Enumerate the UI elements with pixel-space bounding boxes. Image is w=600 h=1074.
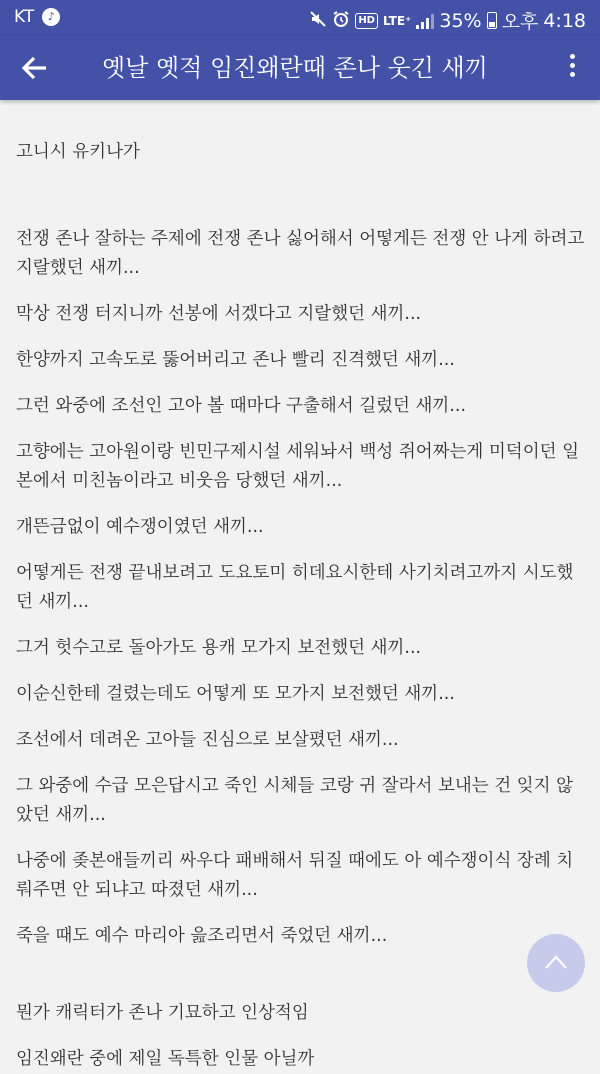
article-paragraph: 개뜬금없이 예수쟁이였던 새끼... bbox=[16, 517, 264, 537]
back-button[interactable] bbox=[14, 48, 54, 88]
article-paragraph: 죽을 때도 예수 마리아 읊조리면서 죽었던 새끼... bbox=[16, 926, 388, 946]
article-paragraph: 그런 와중에 조선인 고아 볼 때마다 구출해서 길렀던 새끼... bbox=[16, 396, 467, 416]
status-bar bbox=[0, 0, 600, 36]
page-title: 옛날 옛적 임진왜란때 존나 웃긴 새끼 bbox=[102, 54, 488, 82]
clock-time: 4:18 bbox=[543, 9, 586, 32]
article-body bbox=[16, 100, 586, 1074]
article-paragraph: 뭔가 캐릭터가 존나 기묘하고 인상적임 bbox=[16, 1003, 309, 1023]
more-vert-dot bbox=[570, 72, 575, 77]
article-paragraph: 막상 전쟁 터지니까 선봉에 서겠다고 지랄했던 새끼... bbox=[16, 304, 422, 324]
carrier-label: KT bbox=[14, 7, 35, 27]
article-paragraph: 나중에 좆본애들끼리 싸우다 패배해서 뒤질 때에도 아 예수쟁이식 장례 치뤄주면 안 되냐고 따졌던 새끼... bbox=[16, 851, 574, 900]
article-paragraph: 그 와중에 수급 모은답시고 죽인 시체들 코랑 귀 잘라서 보내는 건 잊지 않았던 새끼... bbox=[16, 776, 573, 825]
article-paragraph: 그거 헛수고로 돌아가도 용캐 모가지 보전했던 새끼... bbox=[16, 638, 422, 658]
more-vert-dot bbox=[570, 63, 575, 68]
app-bar bbox=[0, 36, 600, 100]
article-paragraph: 고니시 유키나가 bbox=[16, 142, 140, 162]
battery-percent: 35% bbox=[439, 9, 482, 32]
article-paragraph: 어떻게든 전쟁 끝내보려고 도요토미 히데요시한테 사기치려고까지 시도했던 새끼... bbox=[16, 563, 574, 612]
article-paragraph: 고향에는 고아원이랑 빈민구제시설 세워놔서 백성 쥐어짜는게 미덕이던 일본에서 미친놈이라고 비웃음 당했던 새끼... bbox=[16, 442, 579, 491]
more-vert-icon bbox=[570, 54, 575, 59]
scroll-to-top-button[interactable] bbox=[527, 934, 585, 992]
clock-period: 오후 bbox=[501, 11, 539, 33]
alarm-icon bbox=[332, 10, 350, 32]
arrow-left-icon bbox=[14, 48, 54, 88]
article-paragraph: 임진왜란 중에 제일 독특한 인물 아닐까 bbox=[16, 1049, 315, 1069]
chevron-up-icon bbox=[544, 954, 568, 970]
music-notification-icon: ♪ bbox=[42, 8, 60, 26]
status-left bbox=[14, 7, 60, 27]
article-paragraph: 전쟁 존나 잘하는 주제에 전쟁 존나 싫어해서 어떻게든 전쟁 안 나게 하려고 지랄했던 새끼... bbox=[16, 229, 585, 278]
network-type-label: LTE⁺ bbox=[382, 13, 412, 28]
mute-icon bbox=[309, 10, 327, 32]
signal-strength-icon bbox=[416, 13, 434, 29]
article-paragraph: 이순신한테 걸렸는데도 어떻게 또 모가지 보전했던 새끼... bbox=[16, 684, 455, 704]
more-options-button[interactable] bbox=[560, 50, 584, 86]
status-right bbox=[309, 7, 586, 34]
hd-voice-icon: HD bbox=[355, 13, 378, 29]
article-paragraph: 한양까지 고속도로 뚫어버리고 존나 빨리 진격했던 새끼... bbox=[16, 350, 455, 370]
article-paragraph: 조선에서 데려온 고아들 진심으로 보살폈던 새끼... bbox=[16, 730, 399, 750]
battery-icon bbox=[487, 12, 497, 29]
